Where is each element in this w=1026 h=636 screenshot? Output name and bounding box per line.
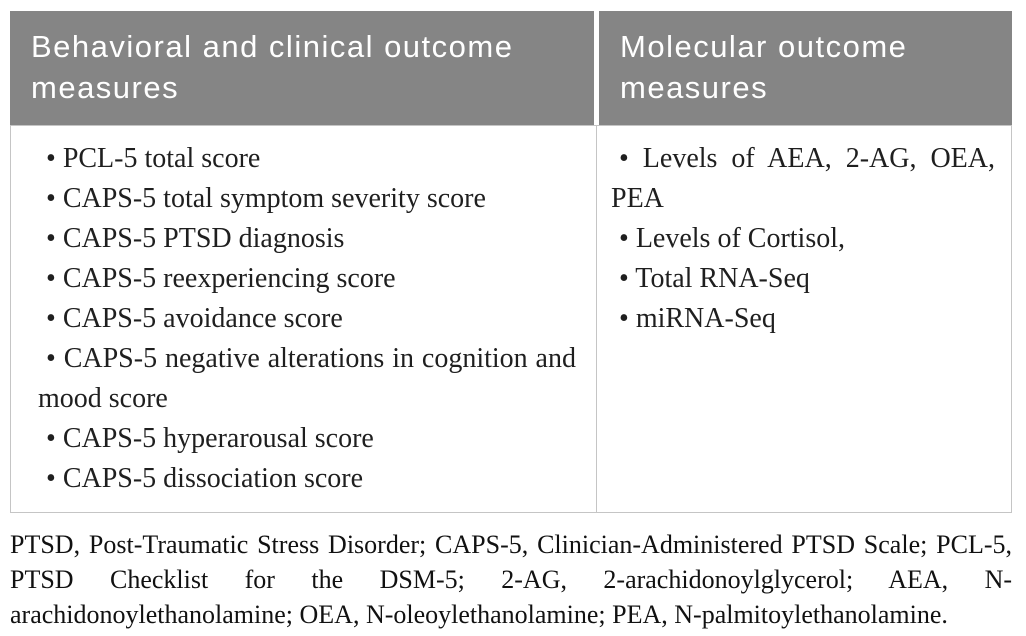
abbreviations-footnote: PTSD, Post-Traumatic Stress Disorder; CAPS-5, Clinician-Administered PTSD Scale; PCL-5, PTSD Checklist for the DSM-5; 2-AG, 2-arachidonoylglycerol; AEA, N-arachidonoylethanolamine; OEA, N-oleoylethanolamine; PEA, N-palmitoylethanolamine.	[10, 530, 1012, 629]
list-item: • Levels of AEA, 2-AG, OEA, PEA	[611, 143, 995, 214]
list-item: • CAPS-5 reexperiencing score	[46, 263, 396, 294]
bullet-icon: •	[619, 143, 643, 174]
list-item: • Levels of Cortisol,	[619, 223, 846, 254]
list-item: • miRNA-Seq	[619, 303, 776, 334]
list-item: • Total RNA-Seq	[619, 263, 810, 294]
bullet-icon: •	[619, 303, 636, 334]
bullet-icon: •	[46, 303, 63, 334]
column-body-molecular	[597, 126, 1011, 512]
bullet-icon: •	[46, 463, 63, 494]
table-body-row	[10, 125, 1012, 513]
list-item: • CAPS-5 negative alterations in cognition and mood score	[38, 343, 576, 414]
bullet-icon: •	[46, 143, 63, 174]
bullet-icon: •	[46, 183, 63, 214]
bullet-icon: •	[619, 263, 636, 294]
bullet-icon: •	[46, 263, 63, 294]
list-item: • CAPS-5 hyperarousal score	[46, 423, 374, 454]
list-item: • PCL-5 total score	[46, 143, 261, 174]
list-item: • CAPS-5 PTSD diagnosis	[46, 223, 345, 254]
list-item: • CAPS-5 dissociation score	[46, 463, 364, 494]
column-header-molecular: Molecular outcome measures	[599, 11, 1012, 125]
bullet-icon: •	[619, 223, 636, 254]
list-item: • CAPS-5 avoidance score	[46, 303, 343, 334]
outcome-measures-table	[10, 11, 1012, 513]
list-item: • CAPS-5 total symptom severity score	[46, 183, 486, 214]
bullet-icon: •	[46, 423, 63, 454]
column-header-behavioral-clinical: Behavioral and clinical outcome measures	[10, 11, 594, 125]
table-header-row	[10, 11, 1012, 125]
bullet-icon: •	[46, 223, 63, 254]
column-body-behavioral-clinical	[11, 126, 597, 512]
bullet-icon: •	[46, 343, 64, 374]
